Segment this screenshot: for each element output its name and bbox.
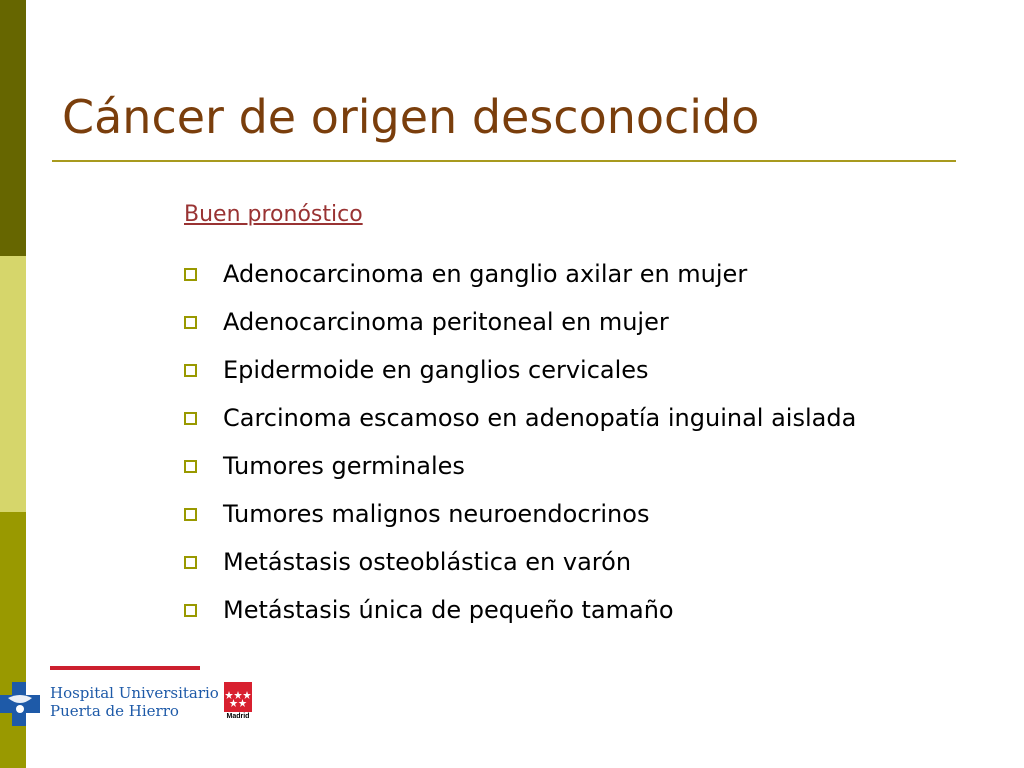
madrid-flag-icon [224, 682, 252, 712]
bullet-text: Adenocarcinoma en ganglio axilar en mujer [223, 260, 748, 288]
hospital-name [50, 684, 219, 720]
square-bullet-icon [184, 604, 197, 617]
sidebar-stripe-middle [0, 256, 26, 512]
list-item [184, 586, 856, 634]
square-bullet-icon [184, 556, 197, 569]
hospital-cross-logo-icon [0, 682, 40, 726]
list-item [184, 538, 856, 586]
bullet-text: Tumores germinales [223, 452, 465, 480]
list-item [184, 346, 856, 394]
list-item [184, 442, 856, 490]
bullet-text: Epidermoide en ganglios cervicales [223, 356, 649, 384]
list-item [184, 298, 856, 346]
bullet-text: Metástasis única de pequeño tamaño [223, 596, 674, 624]
bullet-text: Adenocarcinoma peritoneal en mujer [223, 308, 669, 336]
bullet-text: Carcinoma escamoso en adenopatía inguinal aislada [223, 404, 857, 432]
slide-title: Cáncer de origen desconocido [62, 90, 760, 144]
square-bullet-icon [184, 316, 197, 329]
sidebar-stripe-top [0, 0, 26, 256]
hospital-name-line2: Puerta de Hierro [50, 702, 179, 720]
bullet-text: Tumores malignos neuroendocrinos [223, 500, 650, 528]
list-item [184, 394, 856, 442]
title-divider [52, 160, 956, 162]
footer-accent-line [50, 666, 200, 670]
madrid-logo [224, 682, 252, 726]
footer-logos [0, 664, 260, 744]
square-bullet-icon [184, 364, 197, 377]
hospital-name-line1: Hospital Universitario [50, 684, 219, 702]
bullet-text: Metástasis osteoblástica en varón [223, 548, 632, 576]
square-bullet-icon [184, 268, 197, 281]
subheading-link[interactable]: Buen pronóstico [184, 202, 363, 227]
list-item [184, 250, 856, 298]
bullet-list [184, 250, 856, 634]
square-bullet-icon [184, 460, 197, 473]
list-item [184, 490, 856, 538]
square-bullet-icon [184, 412, 197, 425]
square-bullet-icon [184, 508, 197, 521]
madrid-label: Madrid [226, 713, 250, 720]
